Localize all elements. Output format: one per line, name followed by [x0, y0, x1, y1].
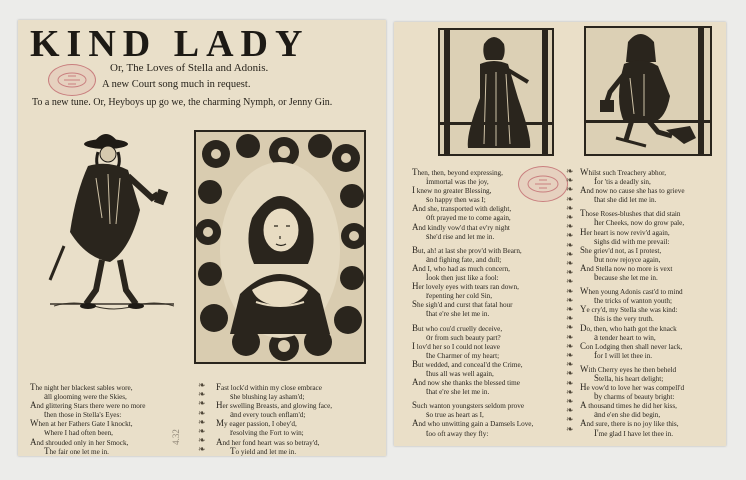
verse-column-right	[580, 168, 685, 438]
verse-line: for I will let thee in.	[594, 349, 653, 360]
verse-line: When young Adonis cast'd to mind	[580, 286, 683, 297]
verse-line: And now she thanks the blessed time	[412, 377, 520, 388]
verse-line: where I had often been,	[44, 427, 113, 438]
verse-line: Her swelling Breasts, and glowing face,	[216, 400, 333, 411]
verse-line: A thousand times he did her kiss,	[580, 400, 677, 411]
verse-line: repenting her cold Sin,	[426, 290, 493, 301]
verse-column-right	[216, 383, 332, 456]
suitor-figure-icon	[586, 28, 710, 154]
verse-line: and every touch enflam'd;	[230, 409, 306, 420]
verse-line: so true as heart as I,	[426, 409, 484, 420]
floral-wreath-icon	[196, 132, 364, 362]
verse-line: And sure, there is no joy like this,	[580, 418, 679, 429]
verse-line: To yield and let me in.	[230, 445, 297, 456]
verse-line: Do, then, who hath got the knack	[580, 322, 677, 333]
ornament-divider: ❧ ❧ ❧ ❧ ❧ ❧ ❧ ❧ ❧ ❧ ❧ ❧ ❧ ❧ ❧ ❧ ❧ ❧ ❧ ❧ ❧ ❧ ❧ ❧ ❧ ❧ ❧ ❧ ❧	[566, 167, 574, 435]
verse-line: this is the very truth.	[594, 313, 654, 324]
ballad-title: KIND LADY	[30, 23, 310, 65]
verse-line: Her lovely eyes with tears ran down,	[412, 281, 519, 292]
ballad-tune-note: To a new tune. Or, Heyboys up go we, the charming Nymph, or Jenny Gin.	[32, 97, 333, 108]
verse-line: so happy then was I;	[426, 194, 486, 205]
verse-line: She sigh'd and curst that fatal hour	[412, 299, 513, 310]
verse-line: and e'en she did begin,	[594, 409, 661, 420]
library-stamp-icon	[48, 64, 96, 96]
verse-line: I knew no greater Blessing,	[412, 185, 492, 196]
verse-line: oft prayed me to come again,	[426, 212, 511, 223]
ornament-divider: ❧ ❧ ❧ ❧ ❧ ❧ ❧ ❧	[198, 381, 206, 456]
verse-line: that e're she let me in.	[426, 386, 490, 397]
verse-line: And Stella now no more is vext	[580, 262, 673, 273]
verse-line: Whilst such Treachery abhor,	[580, 167, 667, 177]
verse-line: And she, transported with delight,	[412, 203, 512, 214]
verse-line: With Cherry eyes he then beheld	[580, 363, 677, 374]
verse-line: Her heart is now reviv'd again,	[580, 226, 670, 237]
verse-line: sighs did with me prevail:	[594, 235, 670, 246]
verse-line: or from such beauty part?	[426, 331, 501, 342]
verse-line: He vow'd to love her was compell'd	[580, 382, 685, 393]
verse-line: Such wanton youngsters seldom prove	[412, 400, 525, 411]
broadside-sheet-left	[18, 20, 386, 456]
verse-line: Stella, his heart delight;	[594, 372, 664, 383]
verse-line: The fair one let me in.	[44, 445, 109, 456]
verse-line: but now rejoyce again,	[594, 253, 661, 264]
verse-line: And now no cause she has to grieve	[580, 185, 685, 196]
verse-line: her Cheeks, now do grow pale,	[594, 217, 685, 228]
lady-standing-woodcut	[438, 28, 554, 156]
verse-line: that she did let me in.	[594, 194, 657, 205]
verse-line: And glittering Stars there were no more	[30, 400, 146, 411]
pencil-annotation: 4.32	[170, 429, 181, 445]
verse-line: But, ah! at last she prov'd with Bearn,	[412, 244, 522, 255]
verse-line: Fast lock'd within my close embrace	[216, 382, 322, 392]
suitor-woodcut	[584, 26, 712, 156]
verse-column-left	[30, 383, 145, 456]
cavalier-woodcut-icon	[44, 128, 180, 324]
verse-line: Those Roses-blushes that did stain	[580, 208, 681, 219]
verse-line: for 'tis a deadly sin,	[594, 176, 651, 187]
verse-line: But who cou'd cruelly deceive,	[412, 322, 503, 333]
verse-column-left	[412, 168, 533, 438]
verse-line: Ye cry'd, my Stella she was kind:	[580, 304, 678, 315]
verse-line: all glooming were the Skies,	[44, 391, 127, 402]
verse-line: But wedded, and conceal'd the Crime,	[412, 358, 523, 369]
verse-line: Con Lodging then shall never lack,	[580, 340, 683, 351]
verse-line: then those in Stella's Eyes:	[44, 409, 122, 420]
lady-portrait-woodcut	[194, 130, 366, 364]
broadside-sheet-right	[394, 22, 726, 446]
verse-line: Then, then, beyond expressing,	[412, 167, 503, 177]
verse-line: a tender heart to win,	[594, 331, 656, 342]
verse-line: And kindly vow'd that ev'ry night	[412, 221, 510, 232]
verse-line: too oft away they fly:	[426, 427, 489, 438]
verse-line: I'me glad I have let thee in.	[594, 427, 674, 438]
ballad-description: A new Court song much in request.	[102, 79, 251, 90]
verse-line: She griev'd not, as I protest,	[580, 244, 662, 255]
verse-line: look then just like a fool:	[426, 272, 499, 283]
verse-line: And who unwitting gain a Damsels Love,	[412, 418, 534, 429]
verse-line: that e're she let me in.	[426, 308, 490, 319]
verse-line: And I, who had as much concern,	[412, 262, 510, 273]
verse-line: and fighing fate, and dull;	[426, 253, 502, 264]
ballad-subtitle: Or, The Loves of Stella and Adonis.	[110, 62, 269, 74]
verse-line: thus all was well again,	[426, 367, 494, 378]
verse-line: the Charmer of my heart;	[426, 349, 500, 360]
verse-line: immortal was the joy,	[426, 176, 489, 187]
verse-line: When at her Fathers Gate I knockt,	[30, 418, 133, 429]
verse-line: by charms of beauty bright:	[594, 391, 675, 402]
verse-line: I lov'd her so I could not leave	[412, 340, 500, 351]
verse-line: the tricks of wanton youth;	[594, 295, 672, 306]
verse-line: she'd rise and let me in.	[426, 230, 495, 241]
verse-line: resolving the Fort to win;	[230, 427, 304, 438]
lady-figure-icon	[440, 30, 552, 154]
verse-line: she blushing lay asham'd;	[230, 391, 305, 402]
verse-line: And shrouded only in her Smock,	[30, 436, 129, 447]
verse-line: And her fond heart was so betray'd,	[216, 436, 320, 447]
verse-line: My eager passion, I obey'd,	[216, 418, 297, 429]
verse-line: The night her blackest sables wore,	[30, 382, 133, 392]
verse-line: because she let me in.	[594, 272, 658, 283]
